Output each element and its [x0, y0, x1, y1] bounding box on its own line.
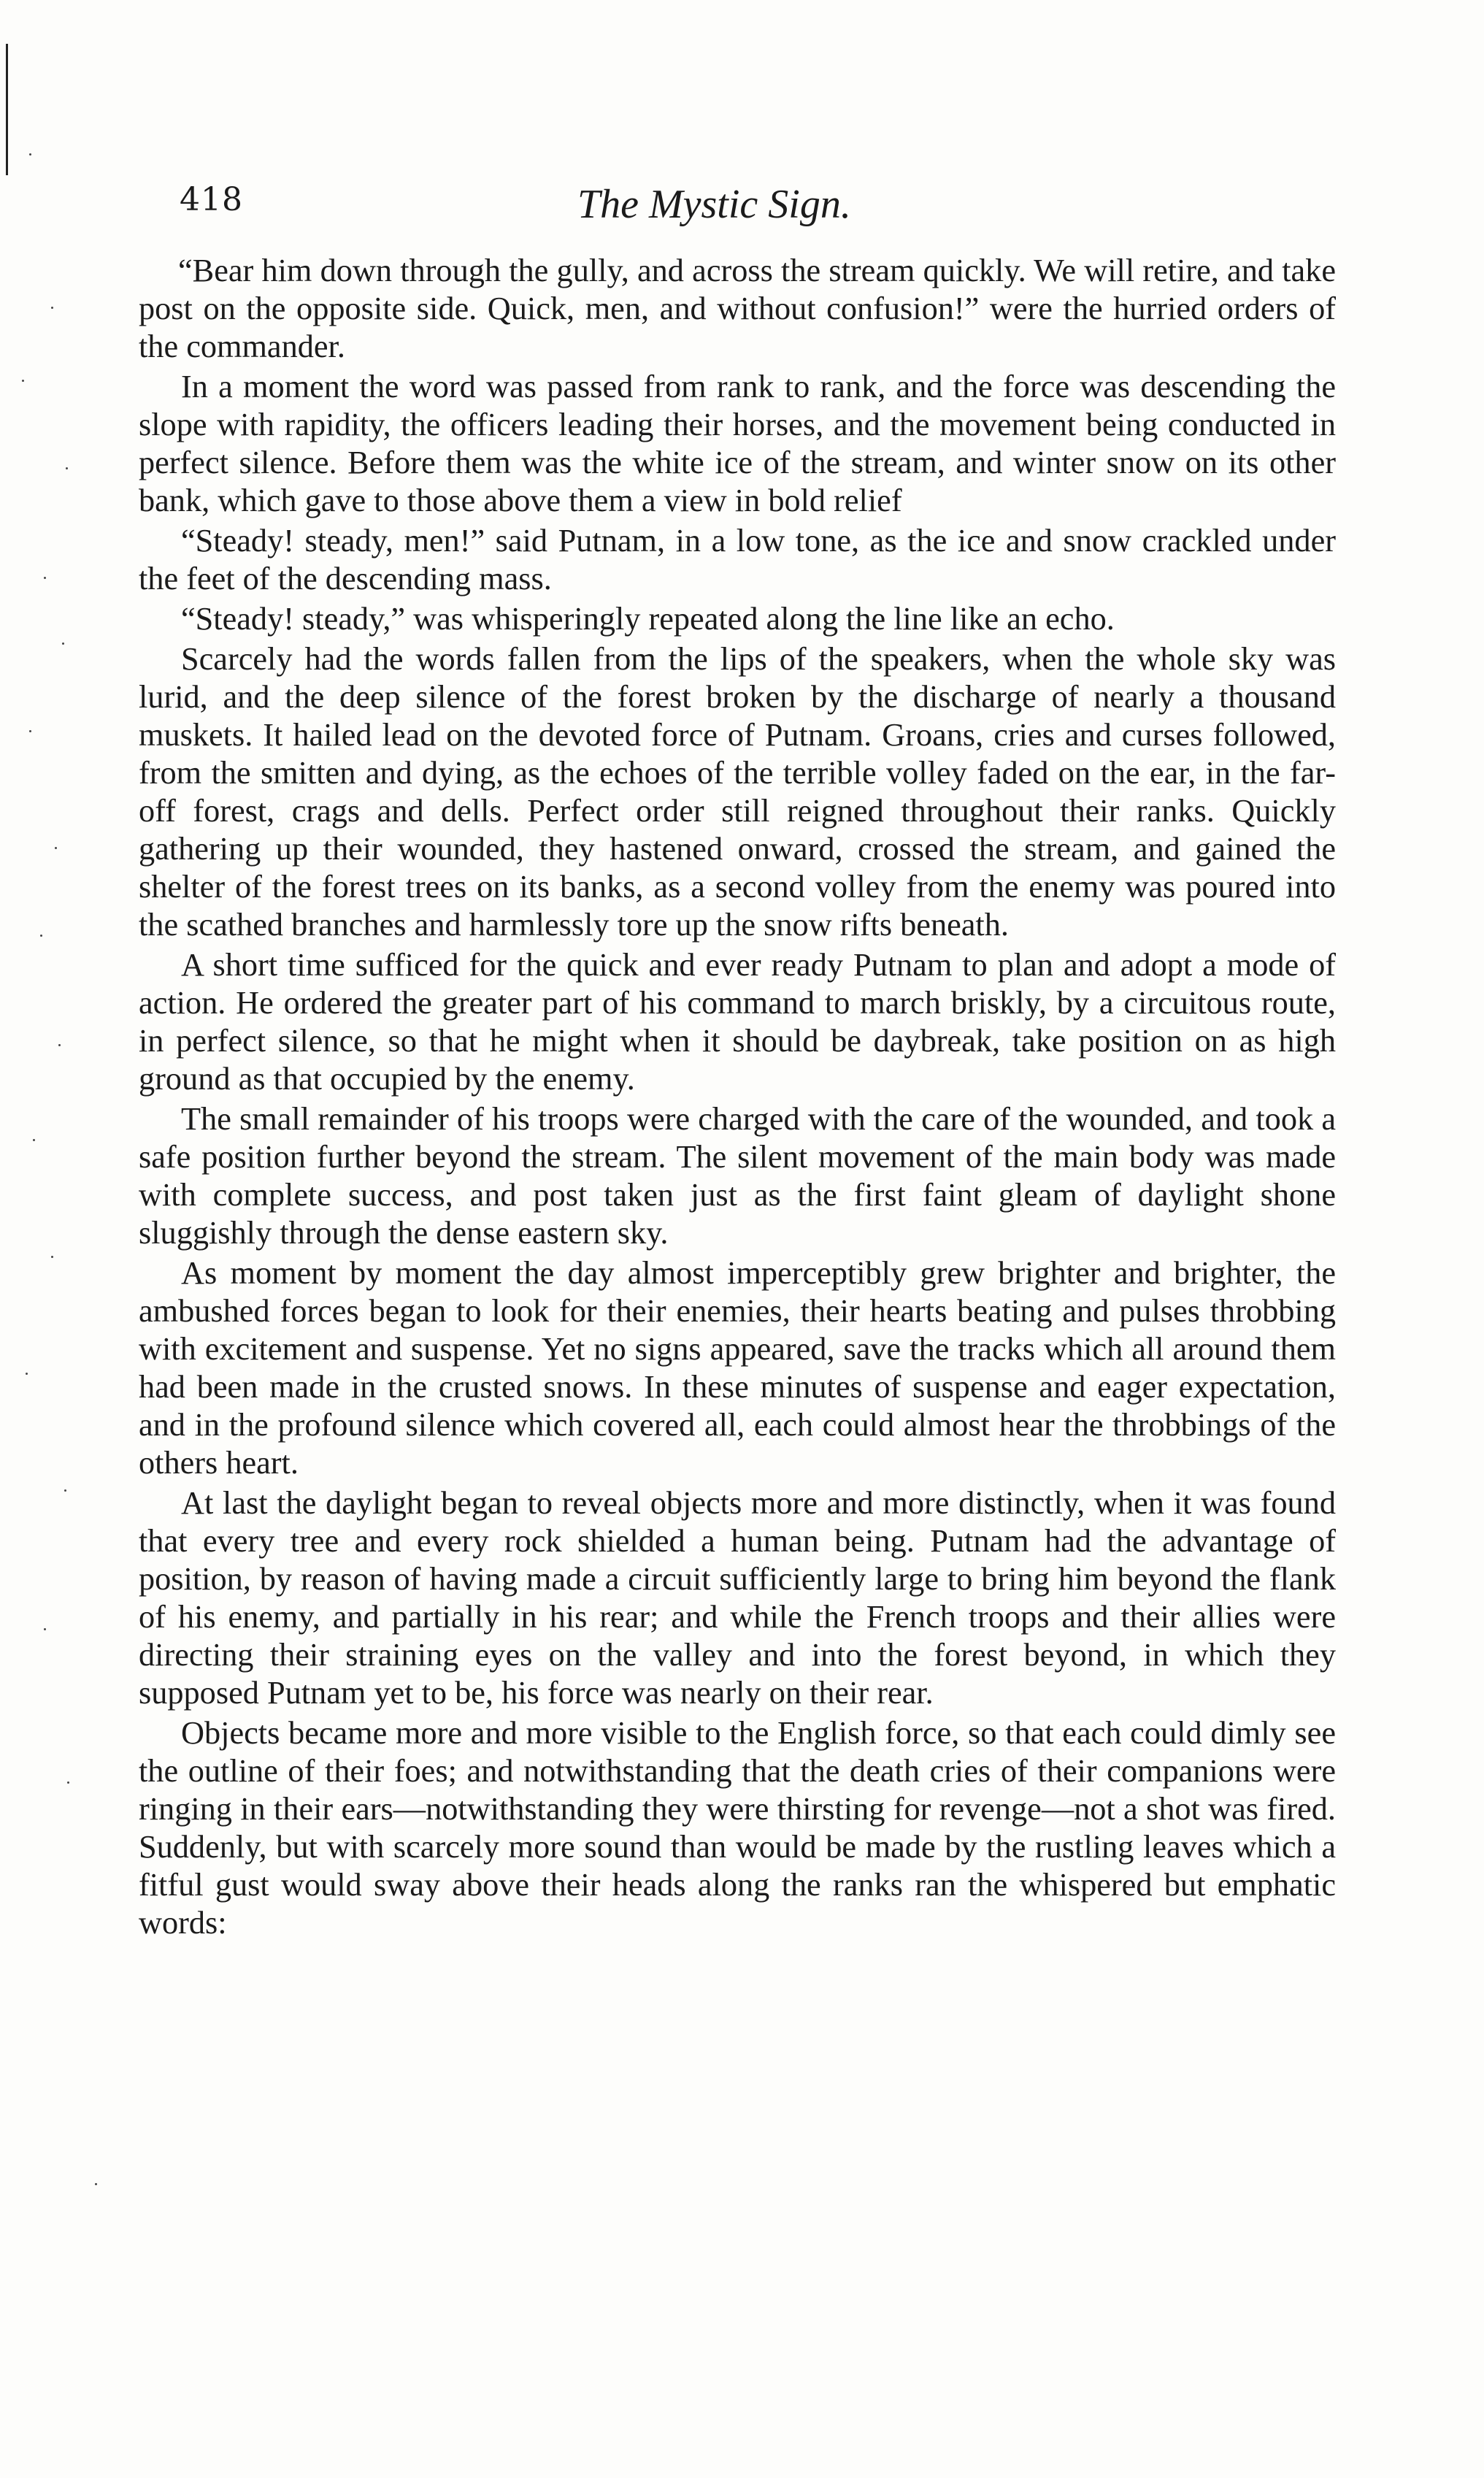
paragraph: “Bear him down through the gully, and across the stream quickly. We will retire, and take post on the opposite side. Quick, men, and without confusion!” were the hurried orders of the commander. [139, 253, 1336, 364]
speck [26, 1373, 28, 1375]
gutter-rule [6, 44, 8, 175]
speck [64, 1489, 66, 1492]
paragraph: At last the daylight began to reveal objects more and more distinctly, when it was found that every tree and every rock shielded a human being. Putnam had the advantage of position, by reason of having made a circuit sufficiently large to bring him beyond the flank of his enemy, and partially in his rear; and while the French troops and their allies were directing their straining eyes on the valley and into the forest beyond, in which they supposed Putnam yet to be, his force was nearly on their rear. [139, 1485, 1336, 1711]
paragraph: “Steady! steady, men!” said Putnam, in a low tone, as the ice and snow crackled under the feet of the descending mass. [139, 523, 1336, 597]
speck [33, 1139, 35, 1141]
speck [51, 1256, 53, 1258]
page-number: 418 [180, 181, 243, 218]
speck [22, 380, 24, 382]
page-header [180, 181, 1347, 239]
speck [29, 153, 31, 156]
paragraph: Scarcely had the words fallen from the lips of the speakers, when the whole sky was lurid, and the deep silence of the forest broken by the discharge of nearly a thousand muskets. It hailed lead on the devoted force of Putnam. Groans, cries and curses followed, from the smitten and dying, as the echoes of the terrible volley faded on the ear, in the far-off forest, crags and dells. Perfect order still reigned throughout their ranks. Quickly gathering up their wounded, they hastened onward, crossed the stream, and gained the shelter of the forest trees on its banks, as a second volley from the enemy was poured into the scathed branches and harmlessly tore up the snow rifts beneath. [139, 641, 1336, 943]
margin-specks [0, 0, 102, 2478]
paragraph: The small remainder of his troops were charged with the care of the wounded, and took a safe position further beyond the stream. The silent movement of the main body was made with complete success, and post taken just as the first faint gleam of daylight shone sluggishly through the dense eastern sky. [139, 1101, 1336, 1251]
speck [40, 935, 42, 937]
paragraph: In a moment the word was passed from rank to rank, and the force was descending the slope with rapidity, the officers leading their horses, and the movement being conducted in perfect silence. Before them was the white ice of the stream, and winter snow on its other bank, which gave to those above them a view in bold relief [139, 369, 1336, 518]
speck [44, 1628, 46, 1630]
speck [58, 1044, 61, 1046]
body-text [139, 252, 1336, 1944]
paragraph: A short time sufficed for the quick and ever ready Putnam to plan and adopt a mode of action. He ordered the greater part of his command to march briskly, by a circuitous route, in perfect silence, so that he might when it should be daybreak, take position on as high ground as that occupied by the enemy. [139, 947, 1336, 1097]
speck [67, 1781, 69, 1784]
paragraph: As moment by moment the day almost imperceptibly grew brighter and brighter, the ambushed forces began to look for their enemies, their hearts beating and pulses throbbing with excitement and suspense. Yet no signs appeared, save the tracks which all around them had been made in the crusted snows. In these minutes of suspense and eager expectation, and in the profound silence which covered all, each could almost hear the throbbings of the others heart. [139, 1255, 1336, 1481]
speck [66, 467, 68, 469]
speck [51, 307, 53, 309]
speck [44, 577, 46, 579]
speck [55, 847, 57, 849]
speck [29, 730, 31, 732]
paragraph: Objects became more and more visible to the English force, so that each could dimly see the outline of their foes; and notwithstanding that the death cries of their companions were ringing in their ears—notwithstanding they were thirsting for revenge—not a shot was fired. Suddenly, but with scarcely more sound than would be made by the rustling leaves which a fitful gust would sway above their heads along the ranks ran the whispered but emphatic words: [139, 1715, 1336, 1941]
paragraph: “Steady! steady,” was whisperingly repeated along the line like an echo. [181, 601, 1115, 637]
speck [62, 642, 64, 645]
running-title: The Mystic Sign. [577, 182, 851, 227]
speck [95, 2183, 97, 2185]
